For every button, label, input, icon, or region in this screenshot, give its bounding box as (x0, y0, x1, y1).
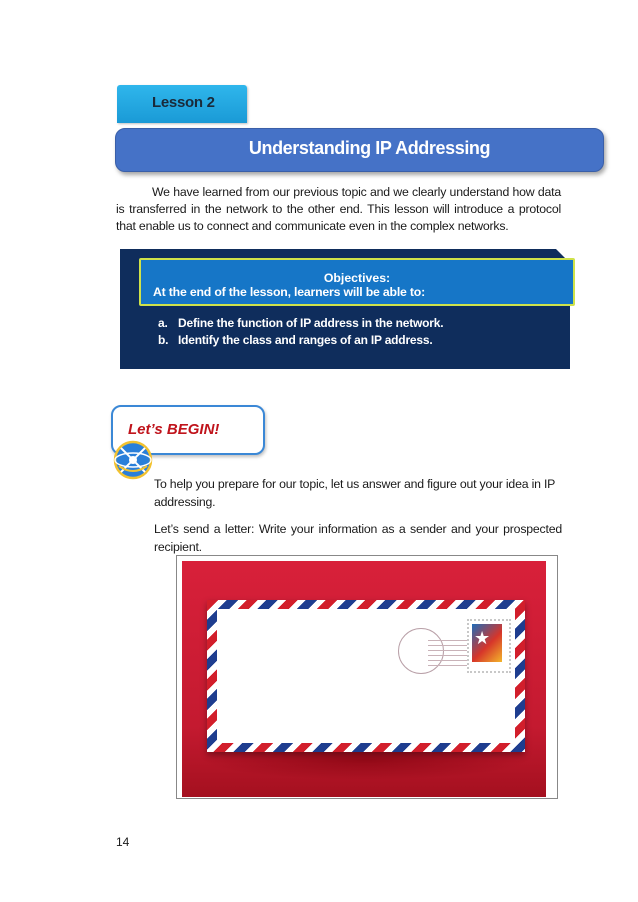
stamp-star-icon: ★ (474, 628, 491, 648)
begin-label: Let’s BEGIN! (128, 421, 220, 438)
objective-text: Identify the class and ranges of an IP address. (178, 333, 433, 347)
objective-item (158, 315, 443, 332)
objective-marker: b. (158, 333, 169, 347)
objectives-list (158, 315, 443, 349)
objectives-lead: At the end of the lesson, learners will be able to: (153, 285, 425, 299)
lesson-tab (117, 85, 247, 123)
objective-marker: a. (158, 316, 168, 330)
objective-item (158, 332, 443, 349)
objectives-heading: Objectives: (323, 271, 391, 285)
objective-text: Define the function of IP address in the network. (178, 316, 444, 330)
lesson-title-bar (115, 128, 604, 172)
begin-paragraph-2: Let’s send a letter: Write your information as a sender and your prospected recipient. (154, 522, 562, 554)
lesson-title: Understanding IP Addressing (248, 138, 491, 158)
begin-paragraph-1: To help you prepare for our topic, let us answer and figure out your idea in IP addressing. (154, 477, 555, 509)
lesson-tab-label: Lesson 2 (152, 94, 215, 111)
postmark-lines (428, 640, 468, 666)
page-number: 14 (116, 835, 130, 849)
globe-icon (113, 440, 153, 480)
intro-paragraph: We have learned from our previous topic and we clearly understand how data is transferred in the network to the other end. This lesson will introduce a protocol that enable us to connect and communicate even in the complex networks. (116, 185, 561, 234)
